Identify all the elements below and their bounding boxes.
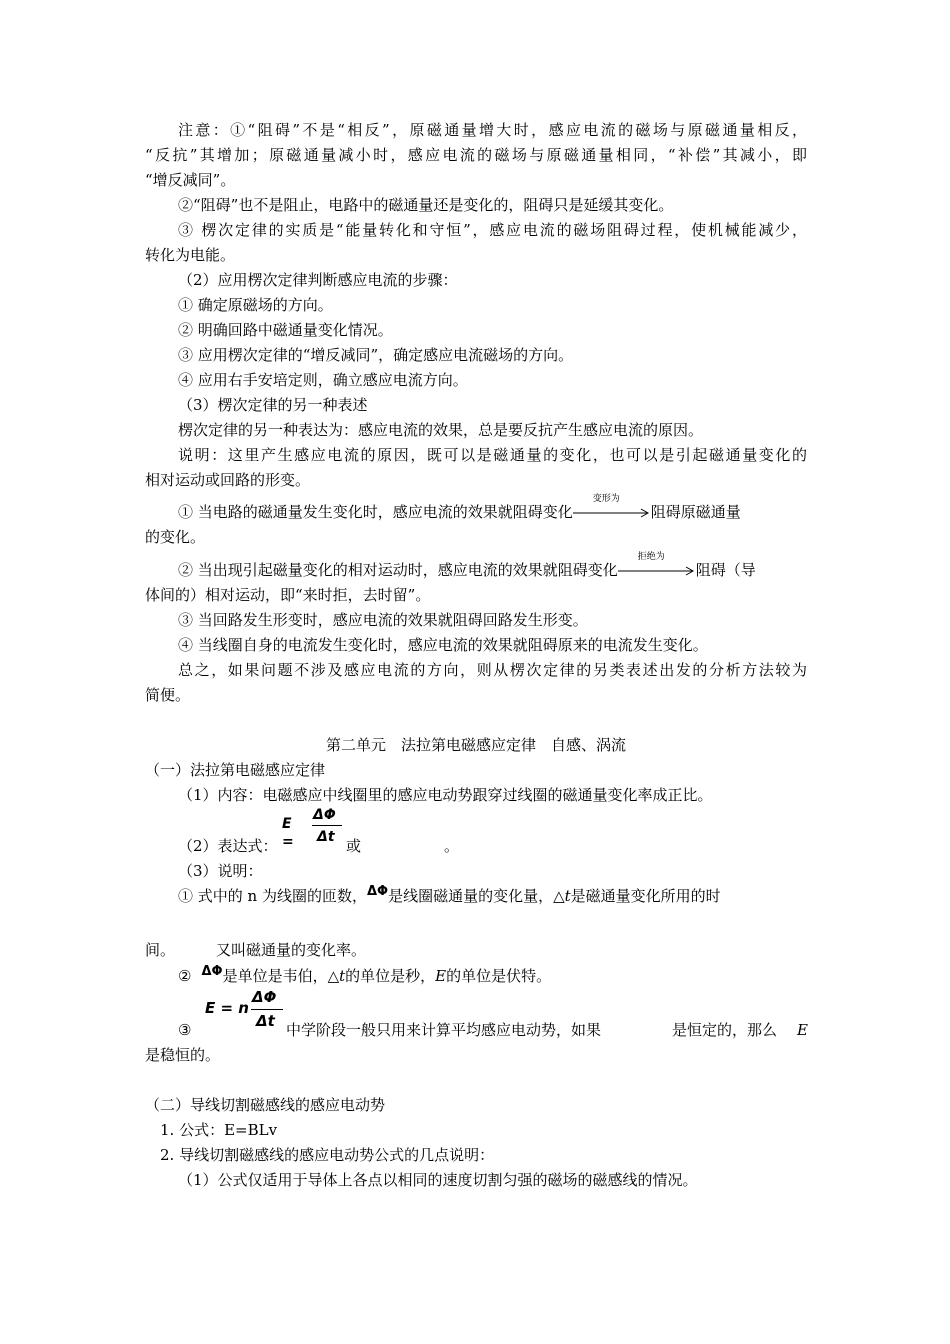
explain-1-text: ① 式中的 n 为线圈的匝数， bbox=[178, 887, 367, 905]
formula-1-numerator: ΔΦ bbox=[313, 807, 336, 823]
alt-heading: （3）楞次定律的另一种表述 bbox=[178, 396, 368, 414]
expression-label: （2）表达式： bbox=[178, 837, 278, 855]
section-2-heading: （二）导线切割磁感线的感应电动势 bbox=[145, 1096, 386, 1114]
explain-1-text-c: 是磁通量变化所用的时 bbox=[570, 887, 721, 905]
delta-phi-symbol: ΔΦ bbox=[366, 884, 389, 899]
deform-arrow bbox=[573, 494, 651, 522]
explain-1-line bbox=[178, 886, 721, 908]
section-2-sub-1: （1）公式仅适用于导体上各点以相同的速度切割匀强的磁场的磁感线的情况。 bbox=[178, 1171, 698, 1189]
delta-phi-symbol: ΔΦ bbox=[201, 964, 223, 979]
formula-1-denominator: Δt bbox=[317, 829, 335, 845]
alt-explain-1: 说明：这里产生感应电流的原因，既可以是磁通量的变化，也可以是引起磁通量变化的 bbox=[178, 446, 807, 464]
right-arrow-icon bbox=[618, 566, 696, 576]
steps-heading: （2）应用楞次定律判断感应电流的步骤： bbox=[178, 271, 458, 289]
case-2-result: 阻碍（导 bbox=[695, 561, 756, 579]
formula-2-lhs: E = n bbox=[205, 999, 249, 1017]
note-line-2: “反抗”其增加；原磁通量减小时，感应电流的磁场与原磁通量相同，“补偿”其减小，即 bbox=[145, 146, 807, 164]
section-2-item-2: 2. 导线切割磁感线的感应电动势公式的几点说明： bbox=[160, 1146, 495, 1164]
explain-2-text-d: 的单位是伏特。 bbox=[446, 967, 552, 985]
case-4: ④ 当线圈自身的电流发生变化时，感应电流的效果就阻碍原来的电流发生变化。 bbox=[178, 636, 708, 654]
delta-t-symbol: t bbox=[564, 887, 571, 905]
right-arrow-icon bbox=[573, 508, 651, 518]
explain-2-text-b: 是单位是韦伯，△ bbox=[222, 967, 340, 985]
case-2-text: ② 当出现引起磁量变化的相对运动时，感应电流的效果就阻碍变化 bbox=[178, 561, 618, 579]
formula-1-lhs: E = bbox=[282, 816, 294, 850]
summary-line-1: 总之，如果问题不涉及感应电流的方向，则从楞次定律的另类表述出发的分析方法较为 bbox=[178, 661, 807, 679]
expression-end: 。 bbox=[444, 837, 460, 855]
summary-line-2: 简便。 bbox=[145, 686, 191, 704]
fraction-bar bbox=[312, 825, 342, 826]
case-2-cont: 体间的）相对运动，即“来时拒，去时留”。 bbox=[145, 586, 431, 604]
step-item-3: ③ 应用楞次定律的“增反减同”，确定感应电流磁场的方向。 bbox=[178, 346, 574, 364]
explain-1-rate: 又叫磁通量的变化率。 bbox=[216, 941, 367, 959]
note-point-3a: ③ 楞次定律的实质是“能量转化和守恒”，感应电流的磁场阻碍过程，使机械能减少， bbox=[178, 221, 807, 239]
case-1-result: 阻碍原磁通量 bbox=[650, 503, 741, 521]
explain-label: （3）说明： bbox=[178, 862, 263, 880]
explain-3-text: 中学阶段一般只用来计算平均感应电动势，如果 bbox=[286, 1021, 602, 1039]
emf-symbol: E bbox=[797, 1021, 808, 1039]
arrow-label: 拒绝为 bbox=[637, 552, 665, 562]
expression-or: 或 bbox=[346, 837, 362, 855]
case-1-line bbox=[178, 494, 741, 522]
alt-explain-2: 相对运动或回路的形变。 bbox=[145, 471, 311, 489]
emf-symbol: E bbox=[435, 967, 447, 985]
case-3: ③ 当回路发生形变时，感应电流的效果就阻碍回路发生形变。 bbox=[178, 611, 588, 629]
explain-1-text-b: 是线圈磁通量的变化量，△ bbox=[388, 887, 565, 905]
law-content: （1）内容：电磁感应中线圈里的感应电动势跟穿过线圈的磁通量变化率成正比。 bbox=[178, 786, 713, 804]
note-line-3: “增反减同”。 bbox=[145, 171, 236, 189]
explain-3-text-c: 是恒定的，那么 bbox=[672, 1021, 778, 1039]
case-1-cont: 的变化。 bbox=[145, 528, 206, 546]
section-1-heading: （一）法拉第电磁感应定律 bbox=[145, 761, 326, 779]
note-line-1: 注意：①“阻碍”不是“相反”，原磁通量增大时，感应电流的磁场与原磁通量相反， bbox=[178, 121, 807, 139]
case-2-line bbox=[178, 552, 756, 580]
explain-2-num: ② bbox=[178, 967, 192, 985]
note-point-3b: 转化为电能。 bbox=[145, 246, 236, 264]
note-point-2: ②“阻碍”也不是阻止，电路中的磁通量还是变化的，阻碍只是延缓其变化。 bbox=[178, 196, 674, 214]
arrow-label: 变形为 bbox=[592, 494, 620, 504]
section-2-item-1: 1. 公式：E=BLv bbox=[160, 1121, 278, 1139]
step-item-2: ② 明确回路中磁通量变化情况。 bbox=[178, 321, 393, 339]
explain-1-cont: 间。 bbox=[145, 941, 176, 959]
step-item-4: ④ 应用右手安培定则，确立感应电流方向。 bbox=[178, 371, 468, 389]
formula-2-denominator: Δt bbox=[256, 1012, 275, 1030]
case-1-text: ① 当电路的磁通量发生变化时，感应电流的效果就阻碍变化 bbox=[178, 503, 573, 521]
fraction-bar bbox=[251, 1009, 283, 1010]
formula-2-numerator: ΔΦ bbox=[252, 988, 277, 1006]
explain-3-num: ③ bbox=[178, 1021, 192, 1039]
unit-title: 第二单元 法拉第电磁感应定律 自感、涡流 bbox=[325, 736, 626, 754]
step-item-1: ① 确定原磁场的方向。 bbox=[178, 296, 333, 314]
alt-statement: 楞次定律的另一种表达为：感应电流的效果，总是要反抗产生感应电流的原因。 bbox=[178, 421, 704, 439]
explain-2-line bbox=[178, 966, 551, 988]
reject-arrow bbox=[618, 552, 696, 580]
explain-3-cont: 是稳恒的。 bbox=[145, 1046, 221, 1064]
delta-t-symbol: t bbox=[339, 967, 346, 985]
explain-2-text-c: 的单位是秒， bbox=[345, 967, 436, 985]
